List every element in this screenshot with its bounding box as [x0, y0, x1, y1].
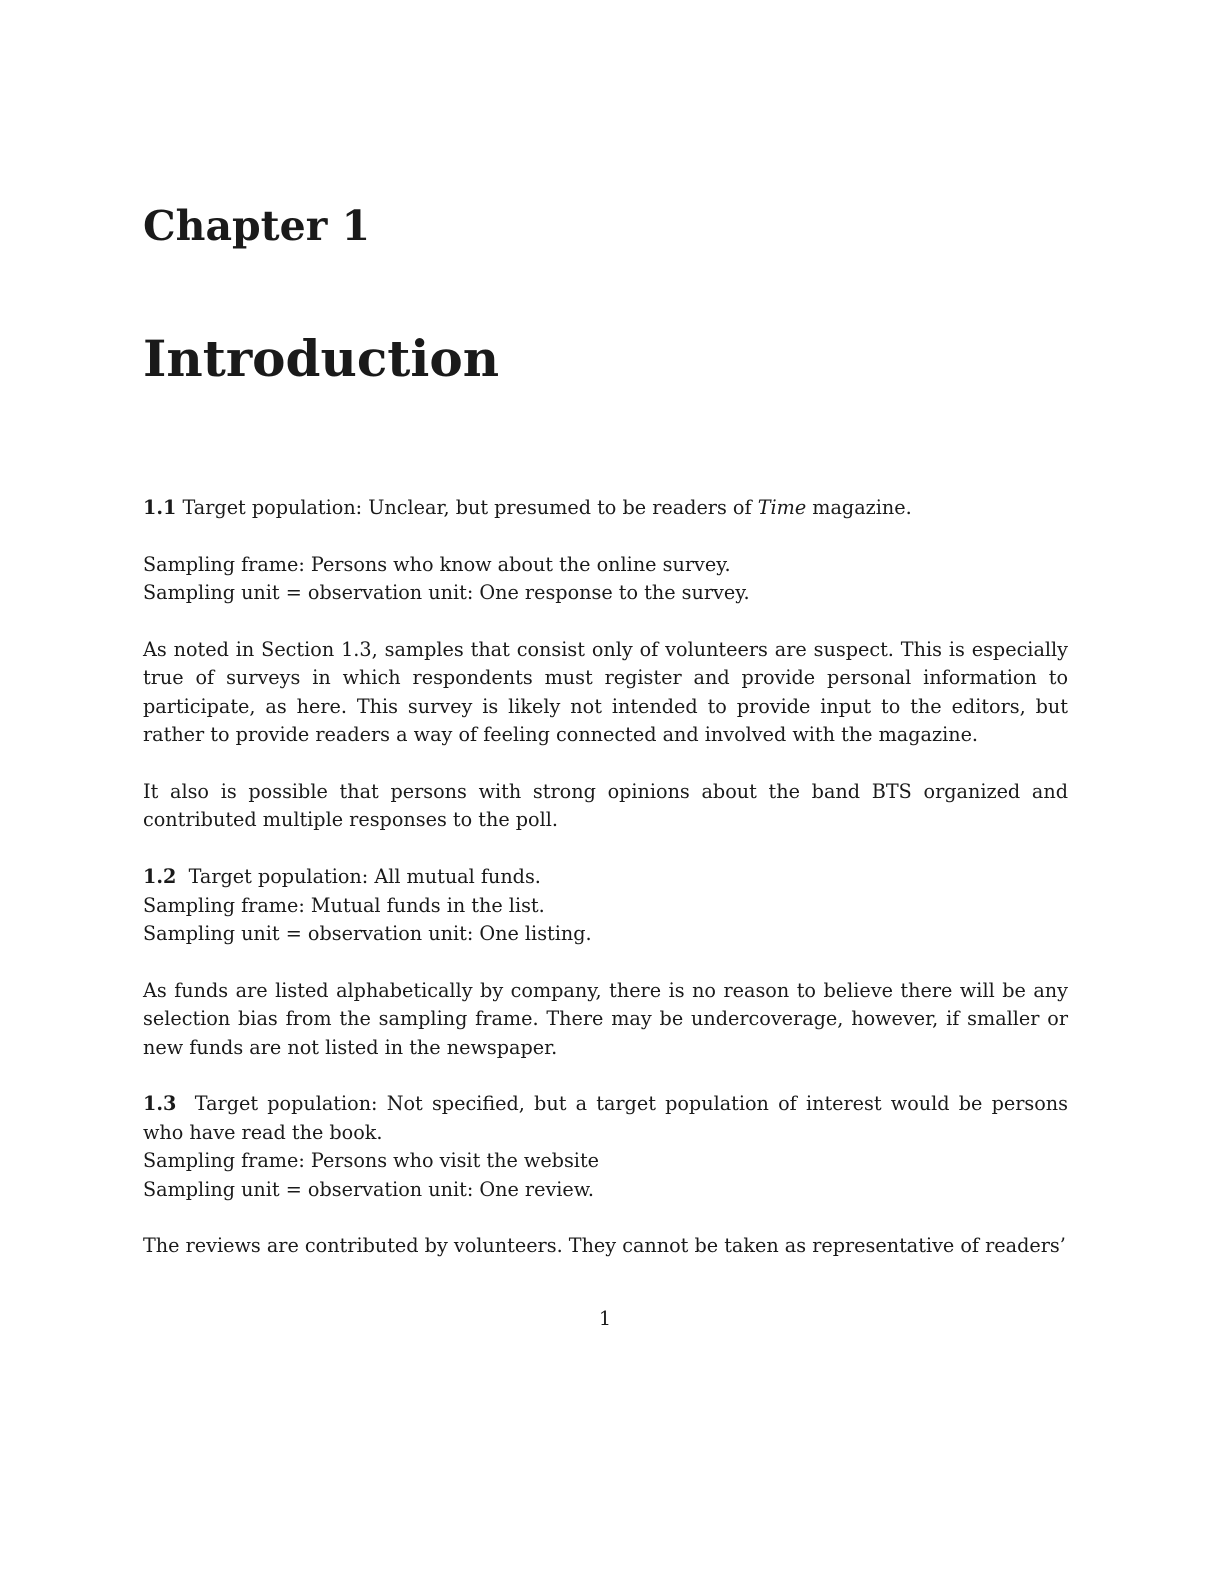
magazine-title: Time [757, 496, 807, 519]
target-population-text: Target population: All mutual funds. [188, 865, 541, 889]
body-text [143, 494, 1068, 1261]
target-population-text: Target population: Unclear, but presumed to be readers of [182, 496, 752, 519]
exercise-1-1-discussion-2: It also is possible that persons with strong opinions about the band BTS organized and contributed multiple responses to the poll. [143, 780, 1068, 832]
exercise-1-3-discussion: The reviews are contributed by volunteers. They cannot be taken as representative of readers’ [143, 1234, 1066, 1258]
chapter-title: Introduction [143, 329, 500, 388]
sampling-unit: Sampling unit = observation unit: One response to the survey. [143, 581, 750, 605]
target-population-text: Target population: Not specified, but a target population of interest would be persons who have read the book. [143, 1092, 1068, 1144]
exercise-1-2-discussion: As funds are listed alphabetically by company, there is no reason to believe there will be any selection bias from the sampling frame. There may be undercoverage, however, if smaller or new funds are not listed in the newspaper. [143, 978, 1068, 1059]
exercise-number: 1.1 [143, 496, 177, 519]
sampling-unit: Sampling unit = observation unit: One listing. [143, 922, 592, 946]
exercise-number: 1.3 [143, 1092, 177, 1116]
sampling-frame: Sampling frame: Persons who visit the website [143, 1149, 600, 1173]
chapter-label: Chapter 1 [143, 202, 371, 250]
exercise-1-2-block [143, 863, 1068, 948]
sampling-frame: Sampling frame: Mutual funds in the list. [143, 893, 545, 917]
page-number: 1 [598, 1307, 612, 1330]
sampling-unit: Sampling unit = observation unit: One review. [143, 1177, 595, 1201]
exercise-number: 1.2 [143, 865, 177, 889]
exercise-1-1-target [143, 494, 1068, 522]
exercise-1-3-block [143, 1090, 1068, 1204]
exercise-1-1-discussion: As noted in Section 1.3, samples that consist only of volunteers are suspect. This is especially true of surveys in which respondents must register and provide personal information to participate, as here. This survey is likely not intended to provide input to the editors, but rather to provide readers a way of feeling connected and involved with the magazine. [143, 638, 1068, 747]
sampling-frame: Sampling frame: Persons who know about the online survey. [143, 552, 731, 576]
target-population-line [143, 1090, 1068, 1147]
target-population-line [143, 863, 1068, 891]
target-population-text-end: magazine. [812, 496, 912, 519]
exercise-1-1-frame-unit [143, 551, 1068, 608]
